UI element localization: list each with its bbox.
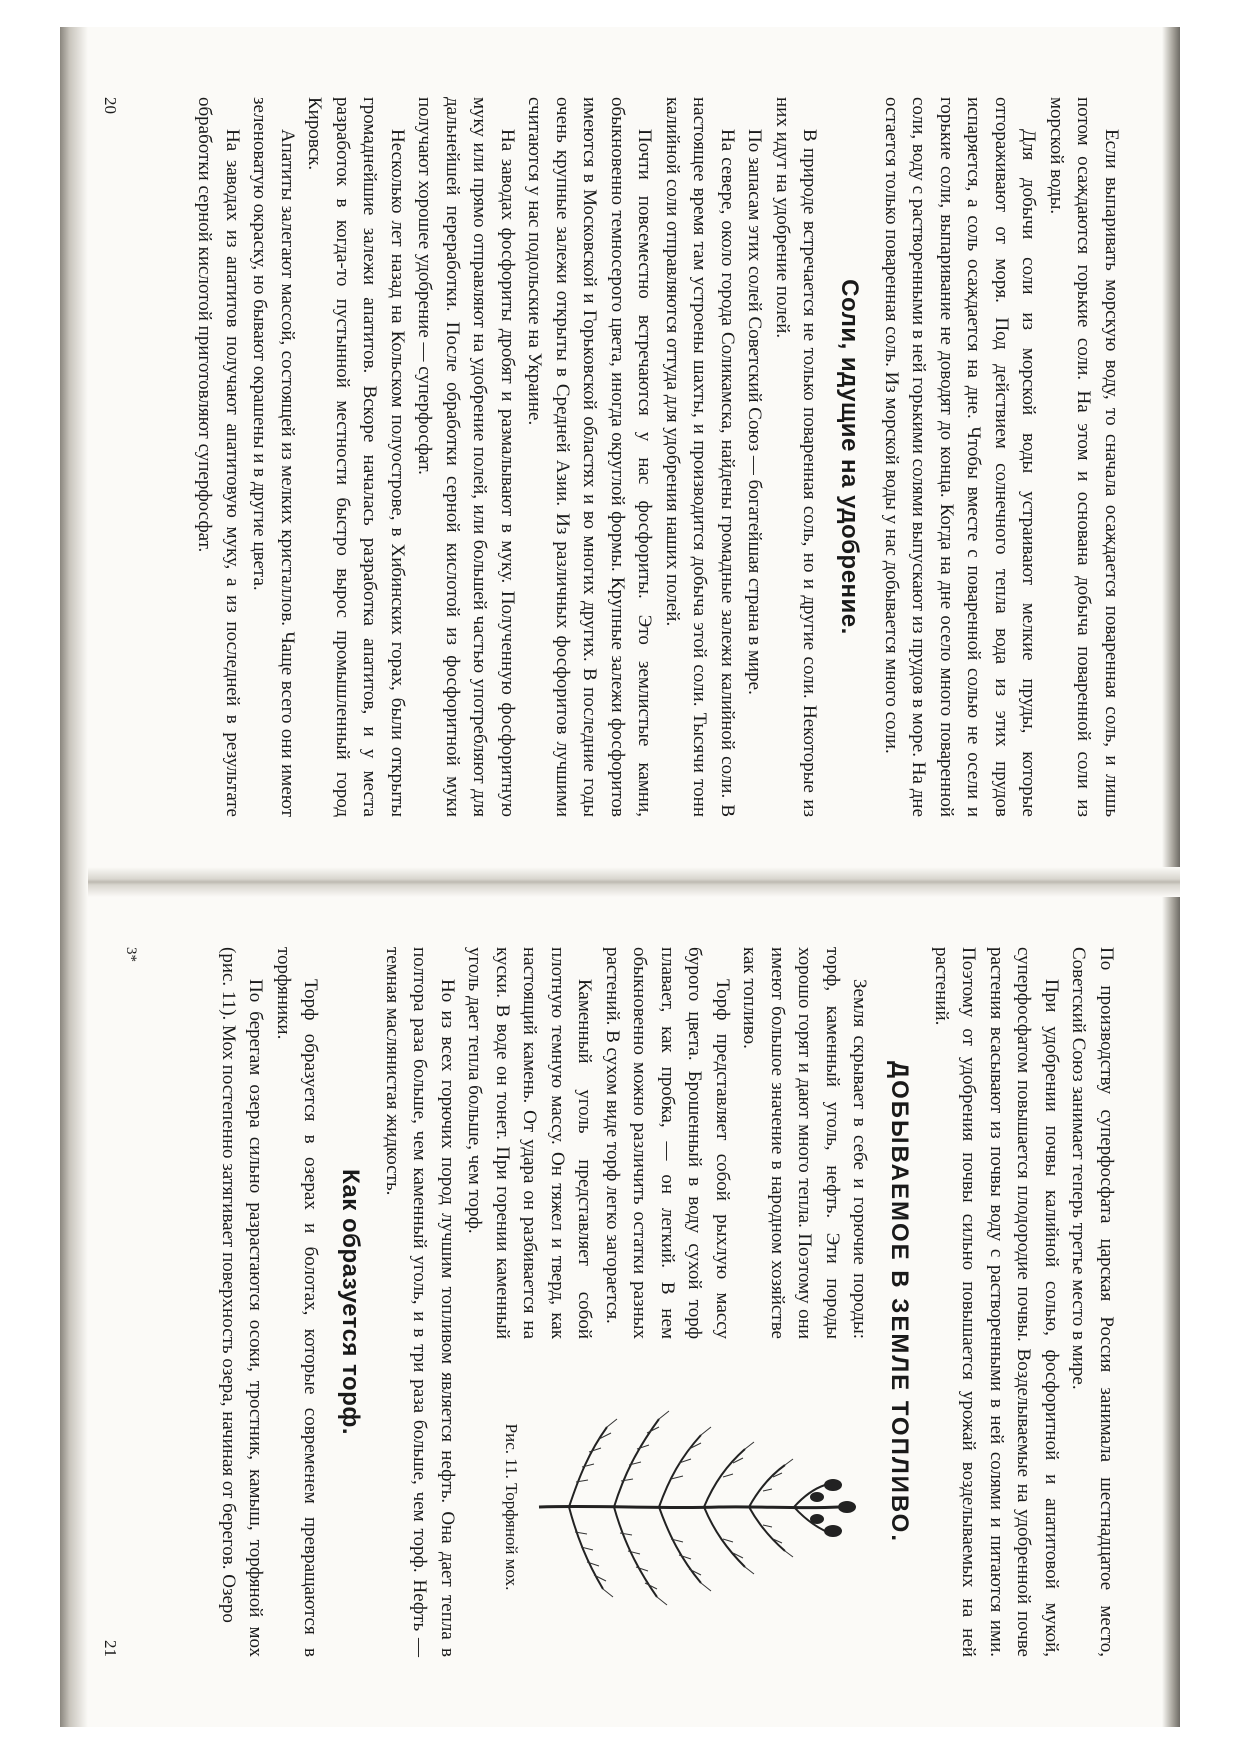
paragraph: Торф представляет собой рыхлую массу бурого цвета. Брошенный в воду сухой торф плавает, как пробка, — он легкий. В нем обыкновенно можно различить остатки разных растений. В сухом виде торф легко загорается. — [602, 947, 733, 1339]
paragraph: Для добычи соли из морской воды устраивают мелкие пруды, которые отгораживают от моря. Под действием солнечного тепла вода из этих прудов испаряется, а соль осаждается на дне. Чтобы вместе с поваренной солью не осели и горькие соли, выпаривание не доводят до конца. Когда на дне осело много поваренной соли, воду с растворенными в ней горькими солями выпускают из прудов в море. На дне остается только поваренная соль. Из морской воды у нас добывается много соли. — [881, 97, 1040, 817]
right-intro — [928, 947, 1121, 1657]
right-page — [60, 887, 1180, 1727]
paragraph: Торф образуется в озерах и болотах, которые современем превращаются в торфяники. — [273, 947, 322, 1657]
paragraph: При удобрении почвы калийной солью, фосфоритной и апатитовой мукой, суперфосфатом повышается плодородие почвы. Возделываемые на удобренной почве растения всасывают из почвы воду с растворенными в ней солями и питаются ими. Поэтому от удобрения почвы сильно повышается урожай возделываемых на ней растений. — [931, 947, 1062, 1657]
left-page — [60, 27, 1180, 877]
paragraph: Но из всех горючих пород лучшим топливом является нефть. Она дает тепла в полтора раза больше, чем каменный уголь, и в три раза больше, чем торф. Нефть — темная маслянистая жидкость. — [382, 947, 458, 1657]
paragraph: По запасам этих солей Советский Союз — богатейшая страна в мире. — [744, 129, 766, 695]
left-intro — [878, 97, 1126, 817]
page-number: 20 — [101, 97, 120, 114]
peat-moss-illustration — [530, 1357, 870, 1657]
section-title: ДОБЫВАЕМОЕ В ЗЕМЛЕ ТОПЛИВО. — [886, 1060, 914, 1543]
rotated-spread — [60, 27, 1180, 1727]
left-section-body — [191, 97, 824, 817]
paragraph: На заводах фосфориты дробят и размалывают в муку. Полученную фосфоритную муку или прямо отправляют на удобрение полей, или большей частью употребляют для дальнейшей переработки. После обработки серной кислотой из фосфоритной муки получают хорошее удобрение — суперфосфат. — [414, 97, 518, 817]
page-number: 21 — [101, 1640, 120, 1657]
paragraph: Несколько лет назад на Кольском полуострове, в Хибинских горах, были открыты громаднейшие залежи апатитов. Вскоре началась разработка апатитов, и у места разработок в когда-то пустынной местности быстро вырос промышленный город Кировск. — [304, 97, 408, 817]
figure-peat-moss — [480, 1357, 870, 1657]
figure-caption: Рис. 11. Торфяной мох. — [502, 1423, 522, 1591]
page-edge-shadow — [60, 27, 88, 1727]
paragraph: Земля скрывает в себе и горючие породы: торф, каменный уголь, нефть. Эти породы хорошо горят и дают много тепла. Поэтому они имеют большое значение в народном хозяйстве как топливо. — [739, 947, 871, 1339]
paragraph: На заводах из апатитов получают апатитовую муку, а из последней в результате обработки серной кислотой приготовляют суперфосфат. — [194, 97, 243, 817]
section-title: Соли, идущие на удобрение. — [836, 279, 864, 635]
paragraph: Почти повсеместно встречаются у нас фосфориты. Это землистые камни, обыкновенно темносерого цвета, иногда округлой формы. Крупные залежи фосфоритов имеются в Московской и Горьковской областях и во многих других. В последние годы очень крупные залежи открыты в Средней Азии. Из различных фосфоритов лучшими считаются у нас подольские на Украине. — [524, 97, 656, 817]
paragraph: Каменный уголь представляет собой плотную темную массу. Он тяжел и тверд, как настоящий камень. От удара он разбивается на куски. В воде он тонет. При горении каменный уголь дает тепла больше, чем торф. — [464, 947, 596, 1339]
signature-mark: 3* — [123, 947, 139, 962]
paragraph: Апатиты залегают массой, состоящей из мелких кристаллов. Чаще всего они имеют зеленоватую окраску, но бывают окрашены и в другие цвета. — [249, 97, 298, 817]
right-section-body — [215, 947, 874, 1657]
paragraph: Если выпаривать морскую воду, то сначала осаждается поваренная соль, и лишь потом осаждаются горькие соли. На этом и основана добыча поваренной соли из морской воды. — [1046, 97, 1122, 817]
paragraph: По берегам озера сильно разрастаются осоки, тростник, камыш, торфяной мох (рис. 11). Мох постепенно затягивает поверхность озера, начиная от берегов. Озеро — [218, 947, 267, 1657]
paragraph: На севере, около города Соликамска, найдены громадные залежи калийной соли. В настоящее время там устроены шахты, и производится добыча этой соли. Тысячи тонн калийной соли отправляются оттуда для удобрения наших полей. — [662, 97, 738, 817]
section-title: Как образуется торф. — [337, 1168, 365, 1436]
paragraph: По производству суперфосфата царская Россия занимала шестнадцатое место, Советский Союз занимает теперь третье место в мире. — [1068, 947, 1117, 1657]
paragraph: В природе встречается не только поваренная соль, но и другие соли. Некоторые из них идут на удобрение полей. — [772, 97, 821, 817]
